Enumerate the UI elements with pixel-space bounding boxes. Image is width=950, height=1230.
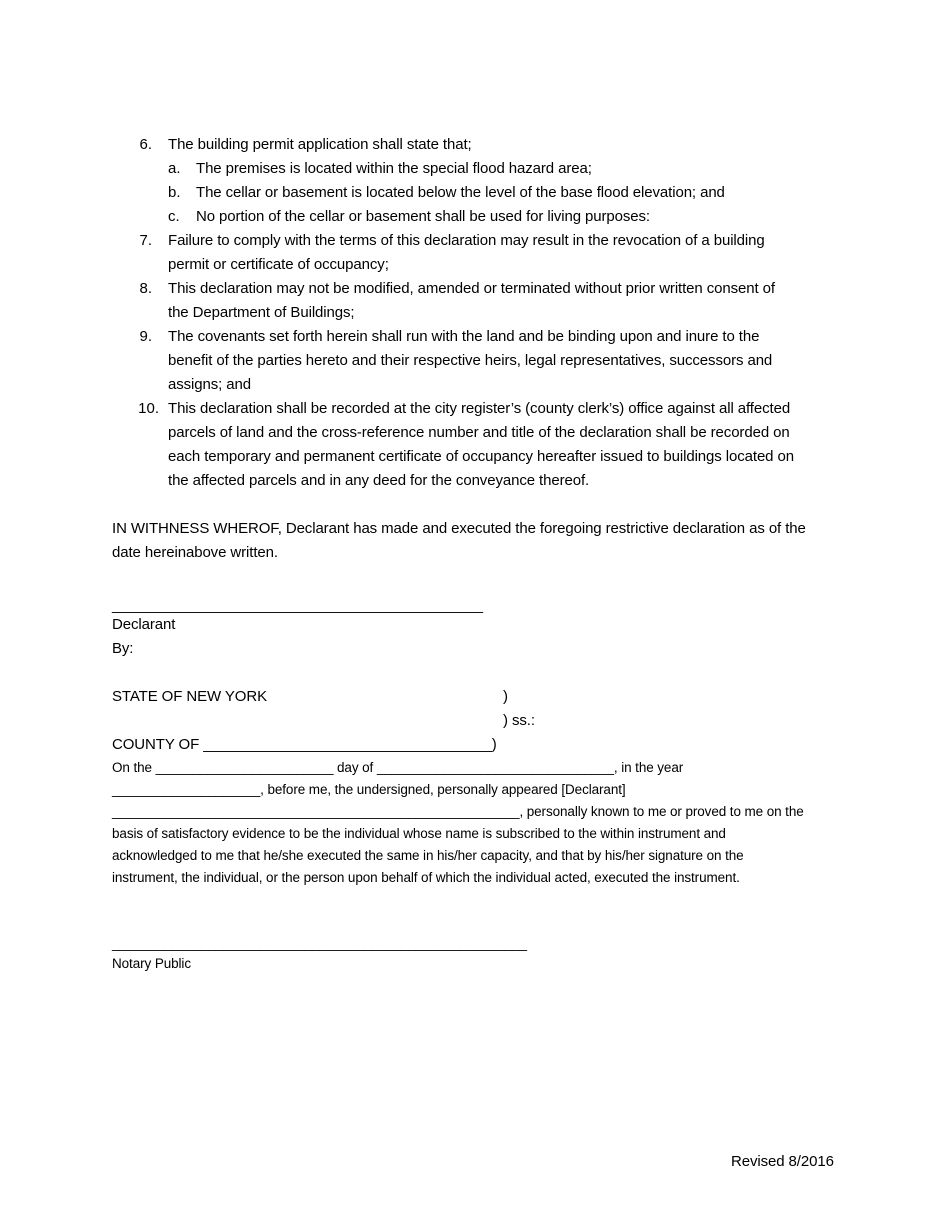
list-item-9-line-1: The covenants set forth herein shall run with the land and be binding upon and inure to the (168, 328, 760, 345)
notary-signature-line: ________________________________________________________ (112, 936, 527, 951)
venue-paren: ) (503, 688, 508, 705)
list-number-10: 10. (138, 400, 159, 417)
ack-line-4: basis of satisfactory evidence to be the individual whose name is subscribed to the within instrument and (112, 826, 726, 841)
ack-line-5: acknowledged to me that he/she executed the same in his/her capacity, and that by his/her signature on the (112, 848, 744, 863)
list-item-10-line-2: parcels of land and the cross-reference number and title of the declaration shall be recorded on (168, 424, 790, 441)
subitem-b-letter: b. (168, 184, 181, 201)
subitem-c-letter: c. (168, 208, 180, 225)
signature-line: _____________________________________________ (112, 597, 483, 614)
county-line: COUNTY OF ___________________________________) (112, 736, 497, 753)
witness-line-1: IN WITHNESS WHEROF, Declarant has made and executed the foregoing restrictive declaration as of the (112, 520, 806, 537)
by-label: By: (112, 640, 134, 657)
ack-line-2: ____________________, before me, the undersigned, personally appeared [Declarant] (112, 782, 626, 797)
subitem-c-text: No portion of the cellar or basement shall be used for living purposes: (196, 208, 650, 225)
list-item-10-line-3: each temporary and permanent certificate of occupancy hereafter issued to buildings located on (168, 448, 794, 465)
witness-line-2: date hereinabove written. (112, 544, 278, 561)
list-item-9-line-2: benefit of the parties hereto and their respective heirs, legal representatives, successors and (168, 352, 773, 369)
list-item-8-line-2: the Department of Buildings; (168, 304, 355, 321)
list-number-9: 9. (139, 328, 152, 345)
declarant-label: Declarant (112, 616, 176, 633)
list-item-7-line-2: permit or certificate of occupancy; (168, 256, 389, 273)
ack-line-3: _______________________________________________________, personally known to me or proved to me on the (112, 804, 804, 819)
venue-ss: ) ss.: (503, 712, 535, 729)
notary-label: Notary Public (112, 956, 191, 971)
list-number-7: 7. (139, 232, 152, 249)
list-item-9-line-3: assigns; and (168, 376, 252, 393)
list-number-8: 8. (139, 280, 152, 297)
subitem-a-letter: a. (168, 160, 181, 177)
list-item-10-line-4: the affected parcels and in any deed for the conveyance thereof. (168, 472, 590, 489)
state-label: STATE OF NEW YORK (112, 688, 267, 705)
subitem-a-text: The premises is located within the special flood hazard area; (196, 160, 592, 177)
ack-line-6: instrument, the individual, or the person upon behalf of which the individual acted, executed the instrument. (112, 870, 740, 885)
list-item-6-text: The building permit application shall state that; (168, 136, 472, 153)
revised-date: Revised 8/2016 (731, 1153, 834, 1170)
list-number-6: 6. (139, 136, 152, 153)
subitem-b-text: The cellar or basement is located below the level of the base flood elevation; and (196, 184, 725, 201)
list-item-8-line-1: This declaration may not be modified, amended or terminated without prior written consent of (168, 280, 775, 297)
list-item-10-line-1: This declaration shall be recorded at the city register’s (county clerk’s) office against all affected (168, 400, 791, 417)
ack-line-1: On the ________________________ day of ________________________________, in the year (112, 760, 684, 775)
list-item-7-line-1: Failure to comply with the terms of this declaration may result in the revocation of a building (168, 232, 765, 249)
